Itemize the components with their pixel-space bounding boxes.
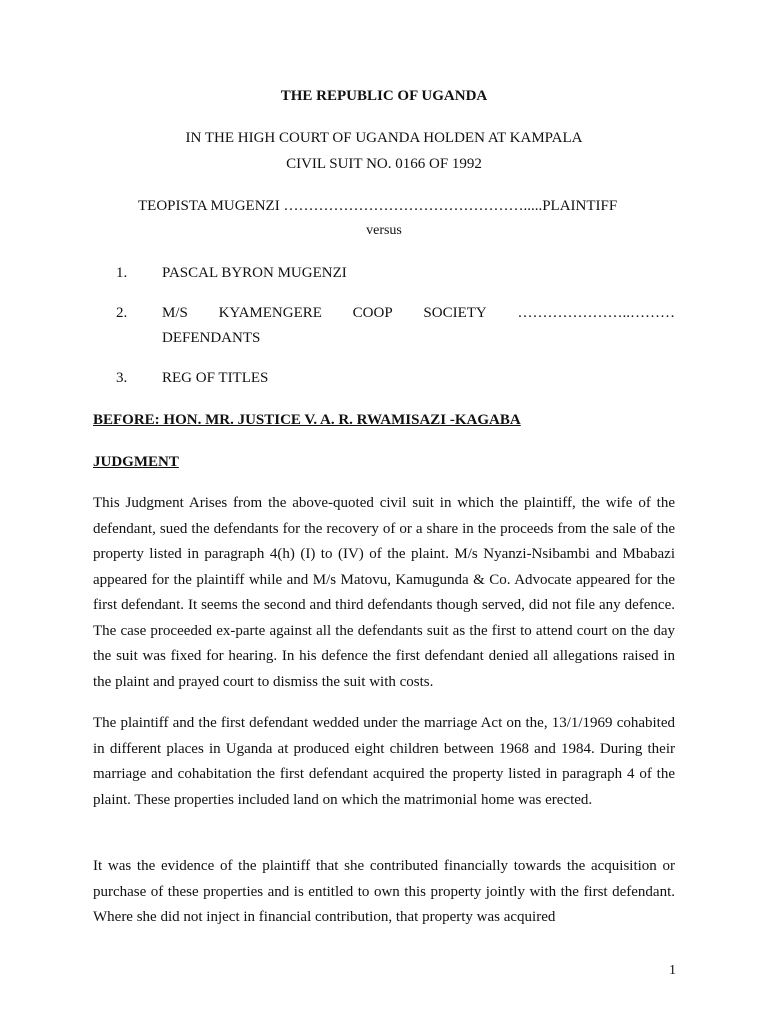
defendant-2-name <box>162 305 675 322</box>
paragraph-3: It was the evidence of the plaintiff that she contributed financially towards the acquisition or purchase of these properties and is entitled to own this property jointly with the first defendant. Where she did not inject in financial contribution, that property was acquired <box>93 858 675 925</box>
defendant-1-name: PASCAL BYRON MUGENZI <box>162 265 347 281</box>
paragraph-1: This Judgment Arises from the above-quoted civil suit in which the plaintiff, the wife of the defendant, sued the defendants for the recovery of or a share in the proceeds from the sale of the property listed in paragraph 4(h) (I) to (IV) of the plaint. M/s Nyanzi-Nsibambi and Mbabazi appeared for the plaintiff while and M/s Matovu, Kamugunda & Co. Advocate appeared for the first defendant. It seems the second and third defendants though served, did not file any defence. The case proceeded ex-parte against all the defendants suit as the first to attend court on the day the suit was fixed for hearing. In his defence the first defendant denied all allegations raised in the plaint and prayed court to dismiss the suit with costs. <box>93 495 675 690</box>
defendant-3-name: REG OF TITLES <box>162 370 269 386</box>
defendant-2-word: COOP <box>352 305 393 321</box>
page-number: 1 <box>669 963 676 978</box>
versus-label: versus <box>366 223 402 238</box>
paragraph-2: The plaintiff and the first defendant wedded under the marriage Act on the, 13/1/1969 cohabited in different places in Uganda at produced eight children between 1968 and 1984. During their marriage and cohabitation the first defendant acquired the property listed in paragraph 4 of the plaint. These properties included land on which the matrimonial home was erected. <box>93 715 675 808</box>
defendants-label: DEFENDANTS <box>162 330 261 346</box>
defendant-2-word: KYAMENGERE <box>218 305 322 321</box>
court-heading: IN THE HIGH COURT OF UGANDA HOLDEN AT KAMPALA <box>185 130 583 146</box>
defendant-2-word: SOCIETY <box>423 305 487 321</box>
judgment-heading: JUDGMENT <box>93 454 179 470</box>
defendant-1-number: 1. <box>116 265 128 281</box>
defendant-3-number: 3. <box>116 370 128 386</box>
suit-number: CIVIL SUIT NO. 0166 OF 1992 <box>286 156 482 172</box>
defendant-2-number: 2. <box>116 305 128 321</box>
republic-heading: THE REPUBLIC OF UGANDA <box>280 88 488 104</box>
defendant-2-dots: …………………..……… <box>517 305 675 321</box>
plaintiff-line: TEOPISTA MUGENZI ………………………………………….....PLAINTIFF <box>138 198 618 214</box>
defendant-2-word: M/S <box>162 305 188 321</box>
before-judge-line: BEFORE: HON. MR. JUSTICE V. A. R. RWAMISAZI -KAGABA <box>93 412 521 428</box>
